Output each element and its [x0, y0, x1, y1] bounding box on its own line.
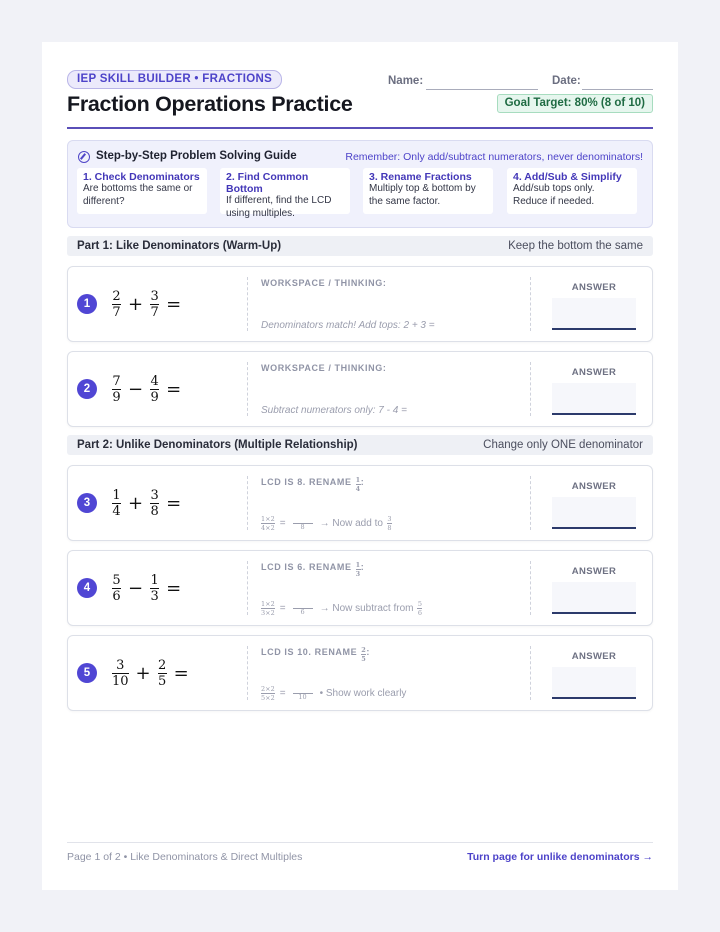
skill-badge: IEP SKILL BUILDER • FRACTIONS	[67, 70, 282, 89]
part-title: Part 2: Unlike Denominators (Multiple Relationship)	[77, 439, 358, 451]
operator: +	[135, 662, 151, 684]
page-info: Page 1 of 2 • Like Denominators & Direct Multiples	[67, 851, 303, 863]
column-divider	[247, 277, 248, 331]
workspace-label: LCD IS 8. RENAME 1 4 :	[261, 476, 365, 493]
lcd-instruction: LCD IS 6. RENAME	[261, 562, 352, 572]
workspace-hint: Subtract numerators only: 7 - 4 =	[261, 405, 407, 416]
step-description: If different, find the LCD using multiples.	[226, 195, 332, 219]
denominator: 6	[300, 608, 305, 617]
equals-sign: =	[279, 603, 286, 614]
fraction	[112, 659, 129, 688]
problem-solving-guide	[67, 140, 653, 228]
equals-sign: =	[166, 577, 182, 599]
numerator: 1	[150, 572, 159, 588]
denominator: 7	[112, 304, 121, 320]
denominator: 7	[150, 304, 159, 320]
workspace-label: LCD IS 6. RENAME 1 3 :	[261, 561, 365, 578]
fraction-expression	[112, 374, 188, 404]
denominator: 3	[355, 569, 361, 578]
step-heading: 4. Add/Sub & Simplify	[513, 171, 622, 183]
workspace-label: LCD IS 10. RENAME 2 5 :	[261, 646, 370, 663]
problem-card-2	[67, 351, 653, 427]
blank-fraction[interactable]	[291, 601, 315, 616]
column-divider	[247, 362, 248, 416]
next-step-text: → Now add to	[319, 518, 383, 529]
guide-step-4	[507, 168, 637, 214]
name-label: Name:	[388, 75, 424, 87]
equals-sign: =	[173, 662, 189, 684]
column-divider	[530, 362, 531, 416]
rename-work-line	[261, 686, 406, 701]
denominator: 5	[361, 654, 367, 663]
numerator: 2×2	[261, 685, 275, 693]
guide-step-2	[220, 168, 350, 219]
numerator: 1	[112, 487, 121, 503]
equals-sign: =	[166, 293, 182, 315]
numerator: 3	[150, 487, 159, 503]
problem-card-1	[67, 266, 653, 342]
target-fraction	[387, 516, 392, 531]
page-content	[67, 42, 653, 890]
rename-work-line	[261, 601, 422, 616]
step-heading: 2. Find Common Bottom	[226, 171, 309, 195]
equals-sign: =	[279, 518, 286, 529]
worksheet-page	[42, 42, 678, 890]
multiplier-fraction	[261, 686, 275, 701]
denominator: 4	[112, 503, 121, 519]
denominator: 8	[150, 503, 159, 519]
denominator: 9	[112, 389, 121, 405]
lcd-instruction: LCD IS 10. RENAME	[261, 647, 358, 657]
fraction	[112, 375, 121, 404]
problem-card-3	[67, 465, 653, 541]
part-2-header	[67, 435, 653, 455]
step-description: Add/sub tops only. Reduce if needed.	[513, 183, 595, 207]
date-label: Date:	[552, 75, 581, 87]
denominator: 3	[150, 588, 159, 604]
denominator: 8	[300, 523, 305, 532]
column-divider	[247, 646, 248, 700]
problem-card-5	[67, 635, 653, 711]
equals-sign: =	[166, 492, 182, 514]
problem-number: 4	[77, 578, 97, 598]
column-divider	[530, 476, 531, 530]
problem-card-4	[67, 550, 653, 626]
fraction	[150, 375, 159, 404]
guide-title: Step-by-Step Problem Solving Guide	[96, 150, 297, 162]
operator: +	[128, 492, 144, 514]
answer-field[interactable]	[552, 582, 636, 614]
part-title: Part 1: Like Denominators (Warm-Up)	[77, 240, 282, 252]
numerator: 5	[417, 600, 423, 608]
fraction	[112, 489, 121, 518]
blank-fraction[interactable]	[291, 686, 315, 701]
equals-sign: =	[166, 378, 182, 400]
part-note: Change only ONE denominator	[483, 439, 643, 451]
header-divider	[67, 127, 653, 129]
numerator: 1×2	[261, 515, 275, 523]
multiplier-fraction	[261, 516, 275, 531]
numerator: 7	[112, 373, 121, 389]
guide-step-1	[77, 168, 207, 214]
column-divider	[247, 476, 248, 530]
answer-label: ANSWER	[571, 651, 617, 662]
answer-field[interactable]	[552, 667, 636, 699]
part-1-header	[67, 236, 653, 256]
footer-divider	[67, 842, 653, 843]
column-divider	[530, 646, 531, 700]
column-divider	[530, 277, 531, 331]
denominator: 9	[150, 389, 159, 405]
denominator: 3×2	[261, 608, 275, 617]
numerator: 2	[361, 646, 367, 654]
problem-number: 3	[77, 493, 97, 513]
workspace-label: WORKSPACE / THINKING:	[261, 363, 387, 373]
next-step-text: → Now subtract from	[319, 603, 414, 614]
fraction	[112, 574, 121, 603]
workspace-label: WORKSPACE / THINKING:	[261, 278, 387, 288]
numerator: 1	[355, 476, 361, 484]
column-divider	[247, 561, 248, 615]
next-step-text: • Show work clearly	[319, 688, 407, 699]
denominator: 4	[355, 484, 361, 493]
fraction-expression	[112, 289, 188, 319]
workspace-hint: Denominators match! Add tops: 2 + 3 =	[261, 320, 435, 331]
problem-number: 1	[77, 294, 97, 314]
answer-field[interactable]	[552, 298, 636, 330]
step-heading: 3. Rename Fractions	[369, 171, 472, 183]
answer-label: ANSWER	[571, 566, 617, 577]
numerator: 2	[112, 288, 121, 304]
step-description: Are bottoms the same or different?	[83, 183, 193, 207]
answer-label: ANSWER	[571, 282, 617, 293]
problem-number: 5	[77, 663, 97, 683]
denominator: 10	[112, 673, 129, 689]
operator: −	[128, 378, 144, 400]
numerator: 3	[387, 515, 392, 523]
goal-target-badge: Goal Target: 80% (8 of 10)	[497, 94, 653, 113]
answer-label: ANSWER	[571, 367, 617, 378]
name-field[interactable]	[426, 89, 538, 90]
denominator: 5×2	[261, 693, 275, 702]
numerator: 4	[150, 373, 159, 389]
part-note: Keep the bottom the same	[508, 240, 643, 252]
fraction	[158, 659, 167, 688]
guide-reminder: Remember: Only add/subtract numerators, never denominators!	[345, 151, 643, 163]
step-description: Multiply top & bottom by the same factor.	[369, 183, 476, 207]
equals-sign: =	[279, 688, 286, 699]
denominator: 6	[112, 588, 121, 604]
fraction-expression	[112, 573, 188, 603]
answer-field[interactable]	[552, 497, 636, 529]
answer-label: ANSWER	[571, 481, 617, 492]
numerator: 5	[112, 572, 121, 588]
denominator: 4×2	[261, 523, 275, 532]
operator: −	[128, 577, 144, 599]
date-field[interactable]	[582, 89, 653, 90]
denominator: 5	[158, 673, 167, 689]
guide-step-3	[363, 168, 493, 214]
numerator: 3	[150, 288, 159, 304]
fraction-expression	[112, 658, 196, 688]
compass-icon	[78, 151, 90, 163]
numerator: 1	[355, 561, 361, 569]
blank-fraction[interactable]	[291, 516, 315, 531]
numerator: 3	[116, 657, 125, 673]
rename-work-line	[261, 516, 392, 531]
fraction	[150, 574, 159, 603]
numerator: 2	[158, 657, 167, 673]
target-fraction	[417, 601, 422, 616]
next-page-link[interactable]: Turn page for unlike denominators →	[467, 851, 653, 863]
lcd-instruction: LCD IS 8. RENAME	[261, 477, 352, 487]
answer-field[interactable]	[552, 383, 636, 415]
step-heading: 1. Check Denominators	[83, 171, 200, 183]
fraction-expression	[112, 488, 188, 518]
column-divider	[530, 561, 531, 615]
denominator: 10	[298, 693, 307, 702]
page-title: Fraction Operations Practice	[67, 92, 353, 116]
problem-number: 2	[77, 379, 97, 399]
numerator: 1×2	[261, 600, 275, 608]
denominator: 8	[387, 523, 392, 532]
operator: +	[128, 293, 144, 315]
denominator: 6	[417, 608, 423, 617]
fraction	[150, 489, 159, 518]
fraction	[150, 290, 159, 319]
multiplier-fraction	[261, 601, 275, 616]
fraction	[112, 290, 121, 319]
